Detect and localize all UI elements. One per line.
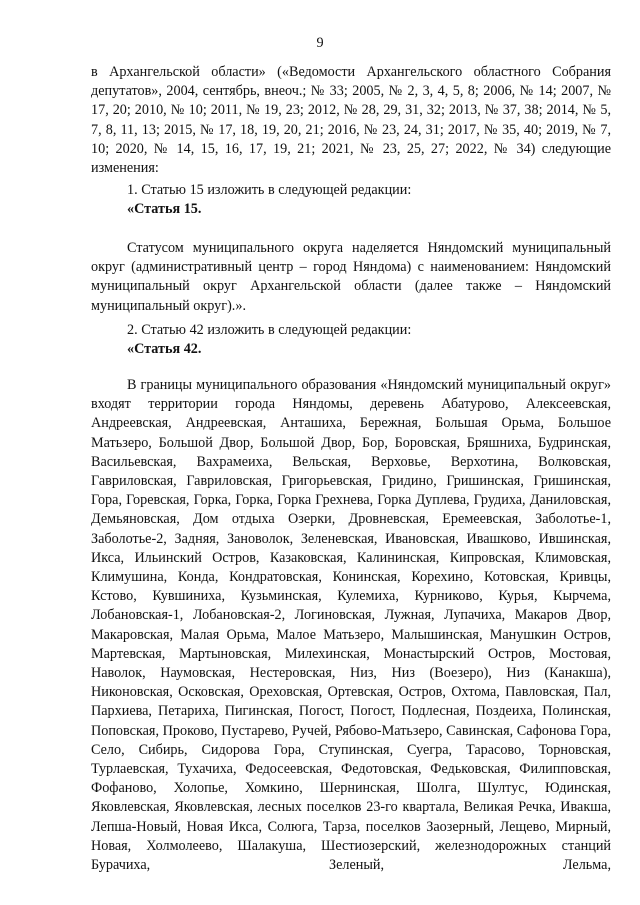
intro-paragraph [91,63,611,178]
item-1-heading: «Статья 15. [127,201,202,218]
page-number: 9 [316,35,324,51]
item-2 [91,321,611,359]
item-2-text: В границы муниципального образования «Няндомский муниципальный округ» входят территории города Няндомы, деревень Абатурово, Алексеевская, Андреевская, Андреевская, Анташиха, Бережная, Большая Орьма, Большое Матьзеро, Большой Двор, Большой Двор, Бор, Боровская, Бряшниха, Будринская, Васильевская, Вахрамеиха, Вельская, Верховье, Верхотина, Волковская, Гавриловская, Гавриловская, Григорьевская, Гридино, Гришинская, Гришинская, Гора, Горевская, Горка, Горка, Горка Грехнева, Горка Дуплева, Грудиха, Даниловская, Демьяновская, Дом отдыха Озерки, Дровневская, Еремеевская, Заболотье-1, Заболотье-2, Задняя, Зановолок, Зеленевская, Ивановская, Ивашково, Ившинская, Икса, Ильинский Остров, Казаковская, Калининская, Кипровская, Климовская, Климушина, Конда, Кондратовская, Конинская, Корехино, Котовская, Кривцы, Кстово, Кувшиниха, Кузьминская, Кулемиха, Курниково, Курья, Кырчема, Лобановская-1, Лобановская-2, Логиновская, Лужная, Лупачиха, Макаров Двор, Макаровская, Малая Орьма, Малое Матьзеро, Малышинская, Манушкин Остров, Мартевская, Мартыновская, Милехинская, Монастырский Остров, Мостовая, Наволок, Наумовская, Нестеровская, Низ, Низ (Воезеро), Низ (Канакша), Никоновская, Осковская, Ореховская, Ортевская, Остров, Охтома, Павловская, Пал, Пархиева, Петариха, Пигинская, Погост, Погост, Подлесная, Поздеиха, Полинская, Поповская, Проково, Пустарево, Ручей, Рябово-Матьзеро, Савинская, Сафонова Гора, Село, Сибирь, Сидорова Гора, Ступинская, Суегра, Тарасово, Торновская, Турлаевская, Тухачиха, Федосеевская, Федотовская, Федьковская, Филипповская, Фофаново, Холопье, Хомкино, Шернинская, Шолга, Шултус, Юдинская, Яковлевская, Яковлевская, лесных поселков 23-го квартала, Великая Речка, Ивакша, Лепша-Новый, Новая Икса, Солюга, Тарза, поселков Заозерный, Лещево, Мирный, Новая, Холмолеево, Шалакуша, Шестиозерский, железнодорожных станций Бурачиха, Зеленый, Лельма, [91,377,611,874]
item-1 [91,181,611,219]
item-2-heading: «Статья 42. [127,341,202,358]
item-1-text: Статусом муниципального округа наделяется Няндомский муниципальный округ (административный центр – город Няндома) с наименованием: Няндомский муниципальный округ Архангельской области (далее также – Няндомский муниципальный округ).». [91,240,611,314]
item-1-body [91,239,611,316]
item-2-lead: 2. Статью 42 изложить в следующей редакции: [127,322,412,338]
item-2-body [91,376,611,875]
item-1-lead: 1. Статью 15 изложить в следующей редакции: [127,182,412,198]
intro-text: в Архангельской области» («Ведомости Архангельского областного Собрания депутатов», 2004, сентябрь, внеоч.; № 33; 2005, № 2, 3, 4, 5, 8; 2006, № 14; 2007, № 17, 20; 2010, № 10; 2011, № 19, 23; 2012, № 28, 29, 31, 32; 2013, № 37, 38; 2014, № 5, 7, 8, 11, 13; 2015, № 17, 18, 19, 20, 21; 2016, № 23, 24, 31; 2017, № 35, 40; 2019, № 7, 10; 2020, № 14, 15, 16, 17, 19, 21; 2021, № 23, 25, 27; 2022, № 34) следующие изменения: [91,64,611,177]
